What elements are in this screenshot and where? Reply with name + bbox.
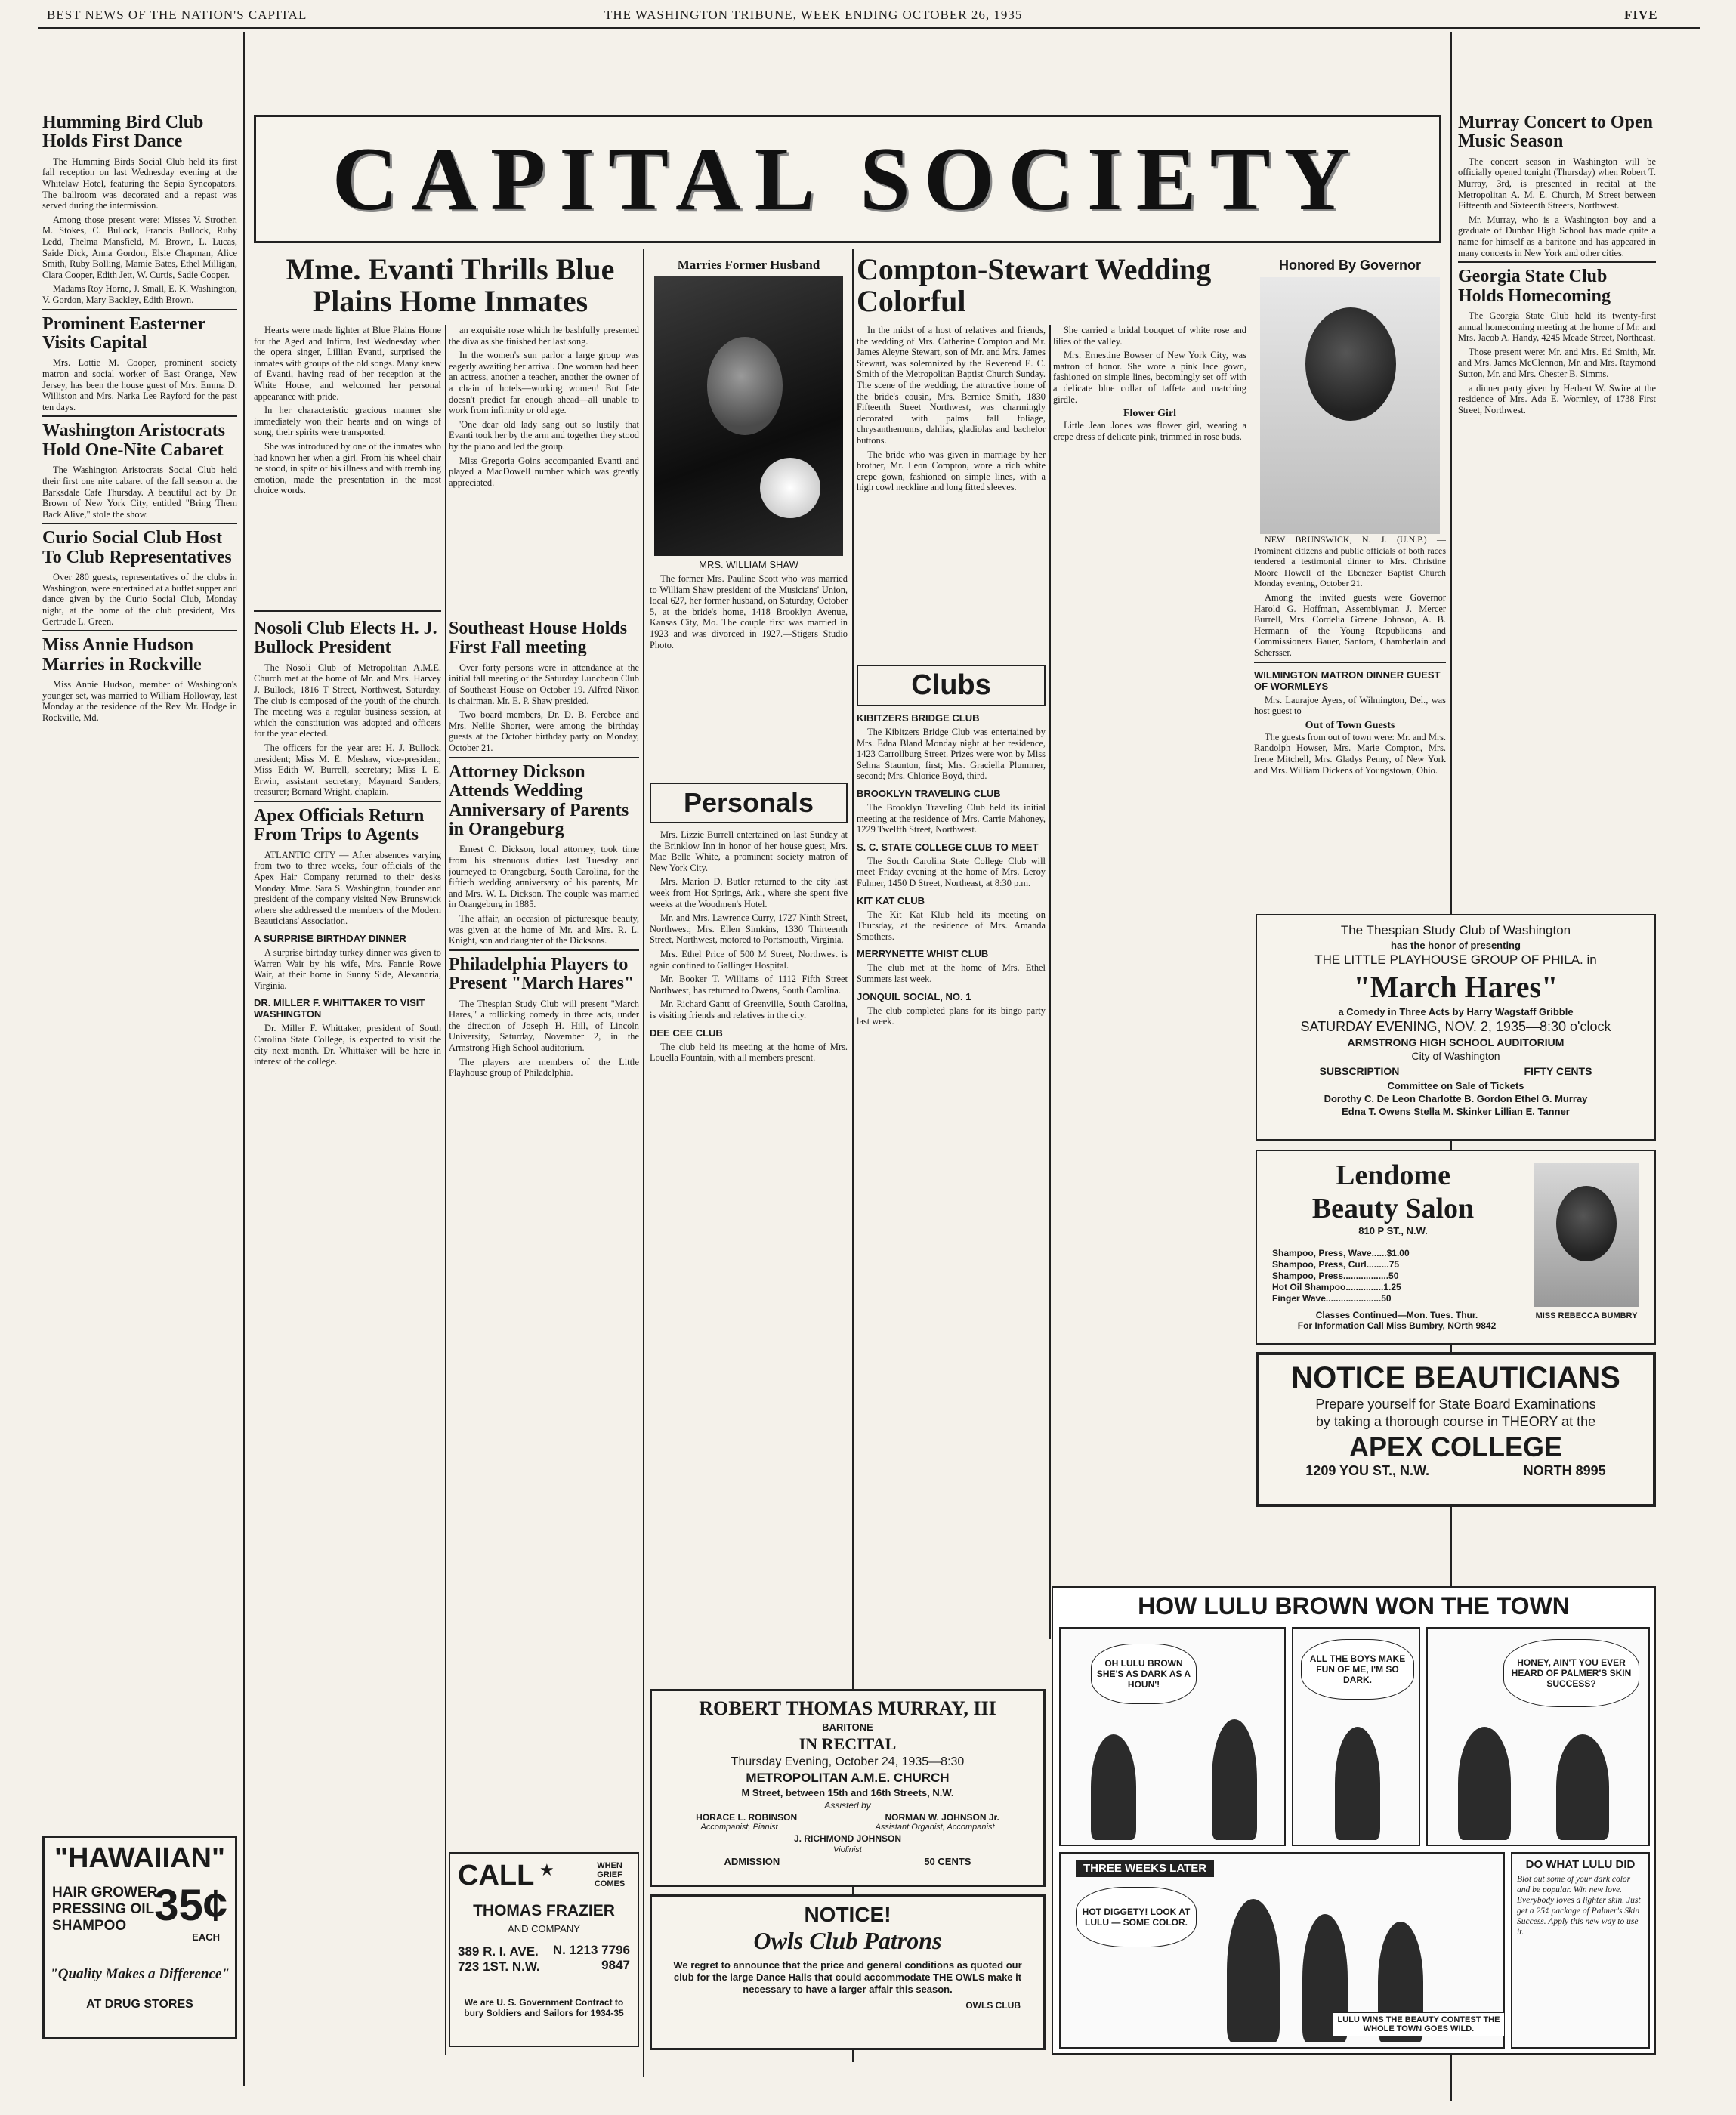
thespian-line3: THE LITTLE PLAYHOUSE GROUP OF PHILA. in <box>1314 953 1597 967</box>
hawaiian-line1: HAIR GROWER <box>52 1885 158 1900</box>
hawaiian-line2: PRESSING OIL <box>52 1901 155 1917</box>
hudson-text: Miss Annie Hudson, member of Washington's younger set, was married to William Holloway, last Monday at the residence of the Rev. Mr. Hodge in Rockville, Md. <box>42 679 237 723</box>
marries-text: The former Mrs. Pauline Scott who was married to William Shaw president of the Musicians' Union, local 627, her former husband, on Saturday, October 5, at the bride's home, 1418 Brooklyn Avenue, Kansas City, Mo. The couple first was married in 1923 and was divorced in 1927.—Stigers Studio Photo. <box>650 573 848 650</box>
top-rule <box>38 27 1700 29</box>
nosoli-p2: The officers for the year are: H. J. Bullock, president; Miss M. E. Meshaw, vice-president; Miss Edith W. Burrell, secretary; Miss I. E. Erwin, assistant secretary; Maynard Sanders, treasurer; Bernard Wright, chaplain. <box>254 743 441 798</box>
compton-p1: In the midst of a host of relatives and friends, the wedding of Mrs. Catherine Compton and Mr. James Aleyne Stewart, son of Mr. and Mrs. James Stewart, was solemnized by the Reverend E. C. Smith of the Metropolitan Baptist Church Sunday. The scene of the wedding, the attractive home of the bride's cousin, Mrs. Bernice Smith, 1830 Fifteenth Street Northwest, was charmingly decorated with palms fall foliage, chrysanthemums, dahlias, gladiolas and bachelor buttons. <box>857 325 1046 446</box>
humming-bird-madams: Madams Roy Horne, J. Small, E. K. Washington, V. Gordon, Mary Backley, Edith Brown. <box>42 283 237 305</box>
thespian-committee: Committee on Sale of Tickets <box>1387 1080 1524 1091</box>
attorney-p1: Ernest C. Dickson, local attorney, took time from his strenuous duties last Tuesday and journeyed to Orangeburg, South Carolina, for the fiftieth wedding anniversary of his parents, Mr. and Mrs. W. L. Dickson. The couple was married in Orangeburg in 1885. <box>449 844 639 910</box>
murray-date: Thursday Evening, October 24, 1935—8:30 <box>731 1755 965 1768</box>
notice-college: APEX COLLEGE <box>1348 1431 1563 1462</box>
frazier-call: CALL <box>458 1860 535 1891</box>
murray-recital-ad <box>650 1689 1046 1887</box>
thespian-line1: The Thespian Study Club of Washington <box>1340 923 1571 937</box>
notice-phone: NORTH 8995 <box>1523 1463 1606 1478</box>
murray-price: 50 CENTS <box>924 1856 971 1867</box>
evanti-p1: Hearts were made lighter at Blue Plains Home for the Aged and Infirm, last Wednesday when the opera singer, Lillian Evanti, surprised the inmates with groups of the old songs. Many knew of Evanti, having read of her reception at the White House, and welcomed her personal appearance with pride. <box>254 325 441 402</box>
clubs-column <box>857 665 1046 1669</box>
aristocrats-headline: Washington Aristocrats Hold One-Nite Cabaret <box>42 421 226 460</box>
personals-p1: Mrs. Lizzie Burrell entertained on last Sunday at the Brinklow Inn in honor of her house guest, Mrs. Mae Belle White, a prominent society matron of New York City. <box>650 829 848 873</box>
do-what-lulu-did: DO WHAT LULU DID <box>1525 1858 1636 1871</box>
murray-concert-p1: The concert season in Washington will be officially opened tonight (Thursday) when Robert T. Murray, 3rd, is presented in recital at the Metropolitan A. M. E. Church, M Street between Fifteenth and Sixteenth Streets, Northwest. <box>1458 156 1656 212</box>
murray-voice: BARITONE <box>822 1721 873 1733</box>
frazier-name: THOMAS FRAZIER <box>473 1902 615 1919</box>
georgia-headline: Georgia State Club Holds Homecoming <box>1458 267 1611 306</box>
curio-headline: Curio Social Club Host To Club Representatives <box>42 528 232 567</box>
easterner-text: Mrs. Lottie M. Cooper, prominent society matron and social worker of East Orange, New Jersey, has been the house guest of Mrs. Emma D. Williston and Mrs. Narka Lee Rayford for the past ten days. <box>42 357 237 412</box>
evanti-column-1 <box>254 325 441 604</box>
birthday-text: A surprise birthday turkey dinner was given to Warren Wair by his wife, Mrs. Fannie Rowe Wair, at their home in Sunny Side, Alexandria, Virginia. <box>254 947 441 991</box>
kibitzers-subhead: KIBITZERS BRIDGE CLUB <box>857 712 980 724</box>
frazier-address: 389 R. I. AVE. 723 1ST. N.W. <box>458 1944 540 1974</box>
jonquil-text: The club completed plans for its bingo party last week. <box>857 1005 1046 1027</box>
compton-column-1 <box>857 325 1046 642</box>
evanti-column-2 <box>449 325 639 604</box>
owls-club-ad <box>650 1894 1046 2050</box>
clubs-headline: Clubs <box>911 669 991 701</box>
compton-p2: The bride who was given in marriage by her brother, Mr. Leon Compton, wore a rich white crepe gown, fashioned on simple lines, with a high cowl neckline and long fitted sleeves. <box>857 449 1046 493</box>
notice-address: 1209 YOU ST., N.W. <box>1305 1463 1430 1478</box>
notice-line2: by taking a thorough course in THEORY at the <box>1315 1414 1596 1429</box>
do-what-text: Blot out some of your dark color and be popular. Win new love. Everybody loves a lighter skin. Just get a 25¢ package of Palmer's Skin Success. Apply this new way to use it. <box>1517 1875 1641 1937</box>
thespian-city: City of Washington <box>1411 1050 1500 1062</box>
whittaker-subhead: DR. MILLER F. WHITTAKER TO VISIT WASHINGTON <box>254 997 425 1020</box>
lendome-service: Shampoo, Press, Wave......$1.00 <box>1272 1248 1410 1258</box>
humming-bird-headline: Humming Bird Club Holds First Dance <box>42 113 204 152</box>
notice-line1: Prepare yourself for State Board Examinations <box>1315 1397 1596 1412</box>
hawaiian-each: EACH <box>192 1931 220 1943</box>
lendome-title1: Lendome <box>1336 1159 1450 1191</box>
personals-p2: Mrs. Marion D. Butler returned to the city last week from Hot Springs, Ark., where she spent five weeks at the Woodmen's Hotel. <box>650 876 848 909</box>
bumbry-photo <box>1534 1163 1639 1307</box>
thespian-title: "March Hares" <box>1353 970 1558 1004</box>
personals-column <box>650 783 848 1689</box>
notice-title: NOTICE BEAUTICIANS <box>1291 1361 1620 1394</box>
attorney-p2: The affair, an occasion of picturesque beauty, was given at the home of Mr. and Mrs. R. L. Knight, son and daughter of the Dicksons. <box>449 912 639 946</box>
evanti-c2-p1: an exquisite rose which he bashfully presented the diva as she finished her last song. <box>449 325 639 347</box>
owls-title: Owls Club Patrons <box>753 1927 942 1954</box>
georgia-p2: Those present were: Mr. and Mrs. Ed Smith, Mr. and Mrs. James McClennon, Mr. and Mrs. Raymond Sutton, Mr. and Mrs. Chester B. Simms. <box>1458 346 1656 380</box>
philadelphia-p2: The players are members of the Little Playhouse group of Philadelphia. <box>449 1056 639 1079</box>
evanti-c2-p4: Miss Gregoria Goins accompanied Evanti and played a MacDowell number which was greatly appreciated. <box>449 455 639 488</box>
murray-accompanist-role: Accompanist, Pianist <box>700 1823 778 1832</box>
kitkat-subhead: KIT KAT CLUB <box>857 894 925 906</box>
humming-bird-text: The Humming Birds Social Club held its first fall reception on last Wednesday evening at the Whitelaw Hotel, featuring the Sepia Syncopators. The ballroom was decorated and a repast was served during the intermission. <box>42 156 237 212</box>
three-weeks-later: THREE WEEKS LATER <box>1076 1860 1214 1877</box>
lendome-service: Finger Wave......................50 <box>1272 1293 1392 1304</box>
beauty-contest-caption: LULU WINS THE BEAUTY CONTEST THE WHOLE TOWN GOES WILD. <box>1333 2012 1505 2036</box>
owls-sign: OWLS CLUB <box>965 2000 1021 2011</box>
evanti-c2-p2: In the women's sun parlor a large group was eagerly awaiting her arrival. One woman had been an actress, another a teacher, another the owner of a chain of hotels—working women! But fate doesn't predict far enough ahead—all unable to work from infirmity or old age. <box>449 350 639 416</box>
sc-state-subhead: S. C. STATE COLLEGE CLUB TO MEET <box>857 841 1039 853</box>
left-column <box>42 109 237 1831</box>
hawaiian-ad <box>42 1836 237 2039</box>
merrynette-subhead: MERRYNETTE WHIST CLUB <box>857 948 989 960</box>
frazier-when: WHEN GRIEF COMES <box>594 1861 626 1888</box>
compton-headline: Compton-Stewart Wedding Colorful <box>857 252 1212 319</box>
thespian-names1: Dorothy C. De Leon Charlotte B. Gordon Ethel G. Murray <box>1324 1093 1588 1104</box>
murray-concert-headline: Murray Concert to Open Music Season <box>1458 113 1653 152</box>
sc-state-text: The South Carolina State College Club will meet Friday evening at the home of Mrs. Leroy Fulmer, 1450 D Street, Northeast, at 8:30 p.m. <box>857 855 1046 888</box>
evanti-headline: Mme. Evanti Thrills Blue Plains Home Inmates <box>286 252 615 319</box>
brooklyn-text: The Brooklyn Traveling Club held its initial meeting at the residence of Mrs. Carrie Mahoney, 1229 Twelfth Street, Northwest. <box>857 801 1046 835</box>
compton-c2-p3: Little Jean Jones was flower girl, wearing a crepe dress of delicate pink, trimmed in rose buds. <box>1053 420 1246 442</box>
hawaiian-line3: SHAMPOO <box>52 1918 127 1934</box>
evanti-c2-p3: 'One dear old lady sang out so lustily that Evanti took her by the arm and together they stood by the piano and led the group. <box>449 418 639 452</box>
frazier-footer: We are U. S. Government Contract to bury Soldiers and Sailors for 1934-35 <box>464 1997 624 2018</box>
curio-text: Over 280 guests, representatives of the clubs in Washington, were entertained at a buffet supper and dance given by the Curio Social Club, Monday night, at the home of the club president, Mrs. Gertrude L. Green. <box>42 572 237 627</box>
lendome-title2: Beauty Salon <box>1311 1193 1475 1224</box>
hawaiian-price: 35¢ <box>154 1881 227 1930</box>
lendome-ad <box>1256 1150 1656 1345</box>
column-rule <box>243 32 245 2086</box>
compton-column-2 <box>1053 325 1246 642</box>
speech-bubble: ALL THE BOYS MAKE FUN OF ME, I'M SO DARK. <box>1301 1639 1414 1700</box>
middle-column-2 <box>449 615 639 1823</box>
mrs-shaw-photo <box>654 276 843 556</box>
lendome-note1: Classes Continued—Mon. Tues. Thur. <box>1315 1310 1478 1320</box>
philadelphia-p1: The Thespian Study Club will present "March Hares," a rollicking comedy in three acts, under the direction of Joseph H. Hill, of Lincoln University, Saturday, November 2, in the Armstrong High School auditorium. <box>449 998 639 1053</box>
brooklyn-subhead: BROOKLYN TRAVELING CLUB <box>857 787 1001 799</box>
frazier-company: AND COMPANY <box>508 1923 580 1934</box>
capital-society-banner <box>254 115 1441 243</box>
thespian-date: SATURDAY EVENING, NOV. 2, 1935—8:30 o'clock <box>1300 1019 1611 1034</box>
honored-headline: Honored By Governor <box>1278 258 1422 273</box>
nosoli-p1: The Nosoli Club of Metropolitan A.M.E. Church met at the home of Mr. and Mrs. Harvey J. Bullock, 1816 T Street, Northwest, Saturday. The club is composed of the youth of the church. The meeting was a regular business session, at which the constitution was adopted and officers for the year elected. <box>254 662 441 739</box>
merrynette-text: The club met at the home of Mrs. Ethel Summers last week. <box>857 962 1046 984</box>
georgia-p3: a dinner party given by Herbert W. Swire at the residence of Mrs. Ada E. Wormley, of 1738 First Street, Northwest. <box>1458 382 1656 415</box>
murray-concert-p2: Mr. Murray, who is a Washington boy and a graduate of Dunbar High School has made quite a name for himself as a baritone and has appeared in many concerts in New York and other cities. <box>1458 214 1656 258</box>
marries-caption: MRS. WILLIAM SHAW <box>699 559 798 571</box>
personals-p4: Mrs. Ethel Price of 500 M Street, Northwest is again confined to Gallinger Hospital. <box>650 948 848 971</box>
notice-beauticians-ad <box>1256 1352 1656 1507</box>
compton-c2-p2: Mrs. Ernestine Bowser of New York City, was matron of honor. She wore a pink lace gown, fashioned on simple lines, becomingly set off with a delicate blue collar of taffeta and matching girdle. <box>1053 350 1246 405</box>
honored-p1: Among the invited guests were Governor Harold G. Hoffman, Assemblyman J. Mercer Burrell, Mrs. Cordelia Greene Johnson, A. B. Hermann of the Young Republicans and Commissioners Bauer, Santora, Chamberlain and Schersser. <box>1254 592 1446 659</box>
whittaker-text: Dr. Miller F. Whittaker, president of South Carolina State College, is expected to visit the city next month. Dr. Whittaker will be here in interest of the college. <box>254 1023 441 1067</box>
personals-p3: Mr. and Mrs. Lawrence Curry, 1727 Ninth Street, Northwest; Mrs. Ellen Simkins, 1330 Thirteenth Street, Northwest, motored to Portsmouth, Virginia. <box>650 912 848 946</box>
evanti-p3: She was introduced by one of the inmates who had known her when a girl. From his wheel chair he stood, in spite of his illness and with trembling emotion, made the presentation in the most choice words. <box>254 440 441 496</box>
georgia-p1: The Georgia State Club held its twenty-first annual homecoming meeting at the home of Mr. and Mrs. Jacob A. Handy, 4245 Meade Street, Northeast. <box>1458 310 1656 344</box>
lendome-services <box>1272 1248 1521 1305</box>
attorney-headline: Attorney Dickson Attends Wedding Anniversary of Parents in Orangeburg <box>449 761 629 839</box>
frazier-phone: N. 1213 7796 9847 <box>552 1943 630 1972</box>
wilmington-subhead: WILMINGTON MATRON DINNER GUEST OF WORMLEYS <box>1254 668 1441 692</box>
wilmington-p1: Mrs. Laurajoe Ayers, of Wilmington, Del., was host guest to <box>1254 694 1446 717</box>
running-head-left: BEST NEWS OF THE NATION'S CAPITAL <box>47 8 307 22</box>
dee-cee-subhead: DEE CEE CLUB <box>650 1027 723 1039</box>
lendome-service: Shampoo, Press..................50 <box>1272 1271 1399 1281</box>
hawaiian-where: AT DRUG STORES <box>86 1998 193 2011</box>
lendome-note2: For Information Call Miss Bumbry, NOrth 9842 <box>1297 1320 1497 1331</box>
speech-bubble: HONEY, AIN'T YOU EVER HEARD OF PALMER'S SKIN SUCCESS? <box>1503 1639 1639 1707</box>
kibitzers-text: The Kibitzers Bridge Club was entertained by Mrs. Edna Bland Monday night at her residence, 1423 Carrollburg Street. Prizes were won by Miss Selma Staunton, first; Mrs. Graciella Plummer, second; Mrs. Chlorice Boyd, third. <box>857 727 1046 782</box>
personals-p6: Mr. Richard Gantt of Greenville, South Carolina, is visiting friends and relatives in the city. <box>650 999 848 1020</box>
out-of-town-subhead: Out of Town Guests <box>1305 719 1395 731</box>
murray-organist: NORMAN W. JOHNSON Jr. <box>885 1812 999 1823</box>
easterner-headline: Prominent Easterner Visits Capital <box>42 313 205 354</box>
murray-accompanist: HORACE L. ROBINSON <box>696 1812 798 1823</box>
nosoli-headline: Nosoli Club Elects H. J. Bullock President <box>254 619 437 658</box>
personals-headline: Personals <box>683 787 814 818</box>
lendome-service: Hot Oil Shampoo...............1.25 <box>1272 1282 1401 1292</box>
dee-cee-text: The club held its meeting at the home of Mrs. Louella Fountain, with all members present. <box>650 1041 848 1064</box>
bumbry-caption: MISS REBECCA BUMBRY <box>1535 1311 1638 1320</box>
murray-recital-title: IN RECITAL <box>798 1734 897 1753</box>
thespian-subscription: SUBSCRIPTION <box>1319 1065 1400 1077</box>
murray-violinist-role: Violinist <box>833 1845 862 1854</box>
right-column <box>1458 109 1656 902</box>
speech-bubble: HOT DIGGETY! LOOK AT LULU — SOME COLOR. <box>1076 1887 1197 1947</box>
comic-panel-4 <box>1059 1852 1505 2049</box>
compton-c2-p1: She carried a bridal bouquet of white rose and lilies of the valley. <box>1053 325 1246 347</box>
honoree-photo <box>1260 277 1440 534</box>
thespian-ad <box>1256 914 1656 1141</box>
evanti-p2: In her characteristic gracious manner she immediately won their hearts and on wings of song, their spirits were transported. <box>254 405 441 438</box>
aristocrats-text: The Washington Aristocrats Social Club held their first one nite cabaret of the fall season at the Barksdale Cafe Thursday. A beautiful act by Dr. Brown of New York City, entitled "Bring Them Back Alive," stole the show. <box>42 465 237 520</box>
murray-admission: ADMISSION <box>724 1856 780 1867</box>
jonquil-subhead: JONQUIL SOCIAL, NO. 1 <box>857 990 971 1002</box>
hawaiian-tagline: "Quality Makes a Difference" <box>50 1966 230 1982</box>
murray-violinist: J. RICHMOND JOHNSON <box>793 1833 901 1844</box>
nosoli-apex-column <box>254 615 441 1703</box>
philadelphia-headline: Philadelphia Players to Present "March Hares" <box>449 954 635 994</box>
southeast-p1: Over forty persons were in attendance at the initial fall meeting of the Saturday Luncheon Club of Southeast House on October 19. Alfred Nixon is chairman. Mr. E. P. Shaw presided. <box>449 662 639 706</box>
page-number: FIVE <box>1624 8 1658 22</box>
comic-title: HOW LULU BROWN WON THE TOWN <box>1138 1592 1570 1619</box>
owls-text: We regret to announce that the price and general conditions as quoted our club for the large Dance Halls that could accommodate THE OWLS make it necessary to have a larger affair this season. <box>673 1959 1022 1995</box>
personals-p5: Mr. Booker T. Williams of 1112 Fifth Street Northwest, has returned to Owens, South Carolina. <box>650 974 848 996</box>
murray-assisted: Assisted by <box>824 1800 871 1811</box>
speech-bubble: OH LULU BROWN SHE'S AS DARK AS A HOUN'! <box>1091 1644 1197 1704</box>
murray-name: ROBERT THOMAS MURRAY, III <box>699 1697 996 1719</box>
comic-panel-3 <box>1426 1627 1650 1846</box>
lendome-service: Shampoo, Press, Curl.........75 <box>1272 1259 1400 1270</box>
thespian-names2: Edna T. Owens Stella M. Skinker Lillian E. Tanner <box>1342 1106 1570 1117</box>
southeast-headline: Southeast House Holds First Fall meeting <box>449 619 628 658</box>
murray-organist-role: Assistant Organist, Accompanist <box>875 1823 995 1832</box>
comic-panel-1 <box>1059 1627 1286 1846</box>
comic-panel-5 <box>1511 1852 1650 2049</box>
marries-column <box>650 254 848 752</box>
murray-street: M Street, between 15th and 16th Streets, N.W. <box>741 1787 954 1799</box>
star-icon: ★ <box>539 1861 554 1880</box>
birthday-subhead: A SURPRISE BIRTHDAY DINNER <box>254 933 406 945</box>
apex-p1: ATLANTIC CITY — After absences varying from two to three weeks, four officials of the Apex Hair Company returned to their desks Monday. Mme. Sara S. Washington, founder and president of the company visited New Brunswick where she addressed the members of the Modern Beauticians' Association. <box>254 849 441 927</box>
thespian-venue: ARMSTRONG HIGH SCHOOL AUDITORIUM <box>1347 1036 1565 1048</box>
honored-caption: NEW BRUNSWICK, N. J. (U.N.P.) — Prominent citizens and public officials of both races tendered a testimonial dinner to Mrs. Christine Moore Howell of the Ebenezer Baptist Church Monday evening, October 21. <box>1254 534 1446 589</box>
thespian-line2: has the honor of presenting <box>1391 940 1521 951</box>
lendome-address: 810 P ST., N.W. <box>1358 1225 1428 1237</box>
murray-venue: METROPOLITAN A.M.E. CHURCH <box>746 1771 950 1785</box>
running-head-center: THE WASHINGTON TRIBUNE, WEEK ENDING OCTOBER 26, 1935 <box>604 8 1023 22</box>
frazier-ad <box>449 1852 639 2047</box>
hudson-headline: Miss Annie Hudson Marries in Rockville <box>42 635 202 675</box>
lulu-brown-comic <box>1052 1586 1656 2055</box>
southeast-p2: Two board members, Dr. D. B. Ferebee and Mrs. Nellie Shorter, were among the birthday guests at the October birthday party on Monday, October 21. <box>449 709 639 754</box>
wilmington-p2: The guests from out of town were: Mr. and Mrs. Randolph Howser, Mrs. Marie Compton, Mrs. Irene Mitchell, Mrs. Gladys Penny, of New York and Mrs. William Dickens of Youngstown, Ohio. <box>1254 731 1446 776</box>
humming-bird-guests: Among those present were: Misses V. Strother, M. Stokes, C. Bullock, Francis Bullock, Ruby Ledd, Thelma Mansfield, M. Brown, L. Lucas, Saide Dick, Anna Gordon, Elsie Chapman, Alice Smith, Ruby Bolling, Mamie Bates, Ethel Milligan, Clara Cooper, Edith Jett, W. Curtis, Sadie Cooper. <box>42 214 237 280</box>
marries-headline: Marries Former Husband <box>677 258 820 272</box>
thespian-price: FIFTY CENTS <box>1524 1065 1592 1077</box>
banner-title: CAPITAL SOCIETY <box>332 128 1364 229</box>
hawaiian-brand: "HAWAIIAN" <box>54 1842 226 1874</box>
owls-notice: NOTICE! <box>804 1903 891 1926</box>
apex-headline: Apex Officials Return From Trips to Agents <box>254 806 425 845</box>
flower-girl-subhead: Flower Girl <box>1123 408 1177 420</box>
comic-panel-2 <box>1292 1627 1420 1846</box>
kitkat-text: The Kit Kat Klub held its meeting on Thursday, at the residence of Mrs. Amanda Smothers. <box>857 909 1046 942</box>
thespian-line4: a Comedy in Three Acts by Harry Wagstaff Gribble <box>1338 1006 1574 1017</box>
